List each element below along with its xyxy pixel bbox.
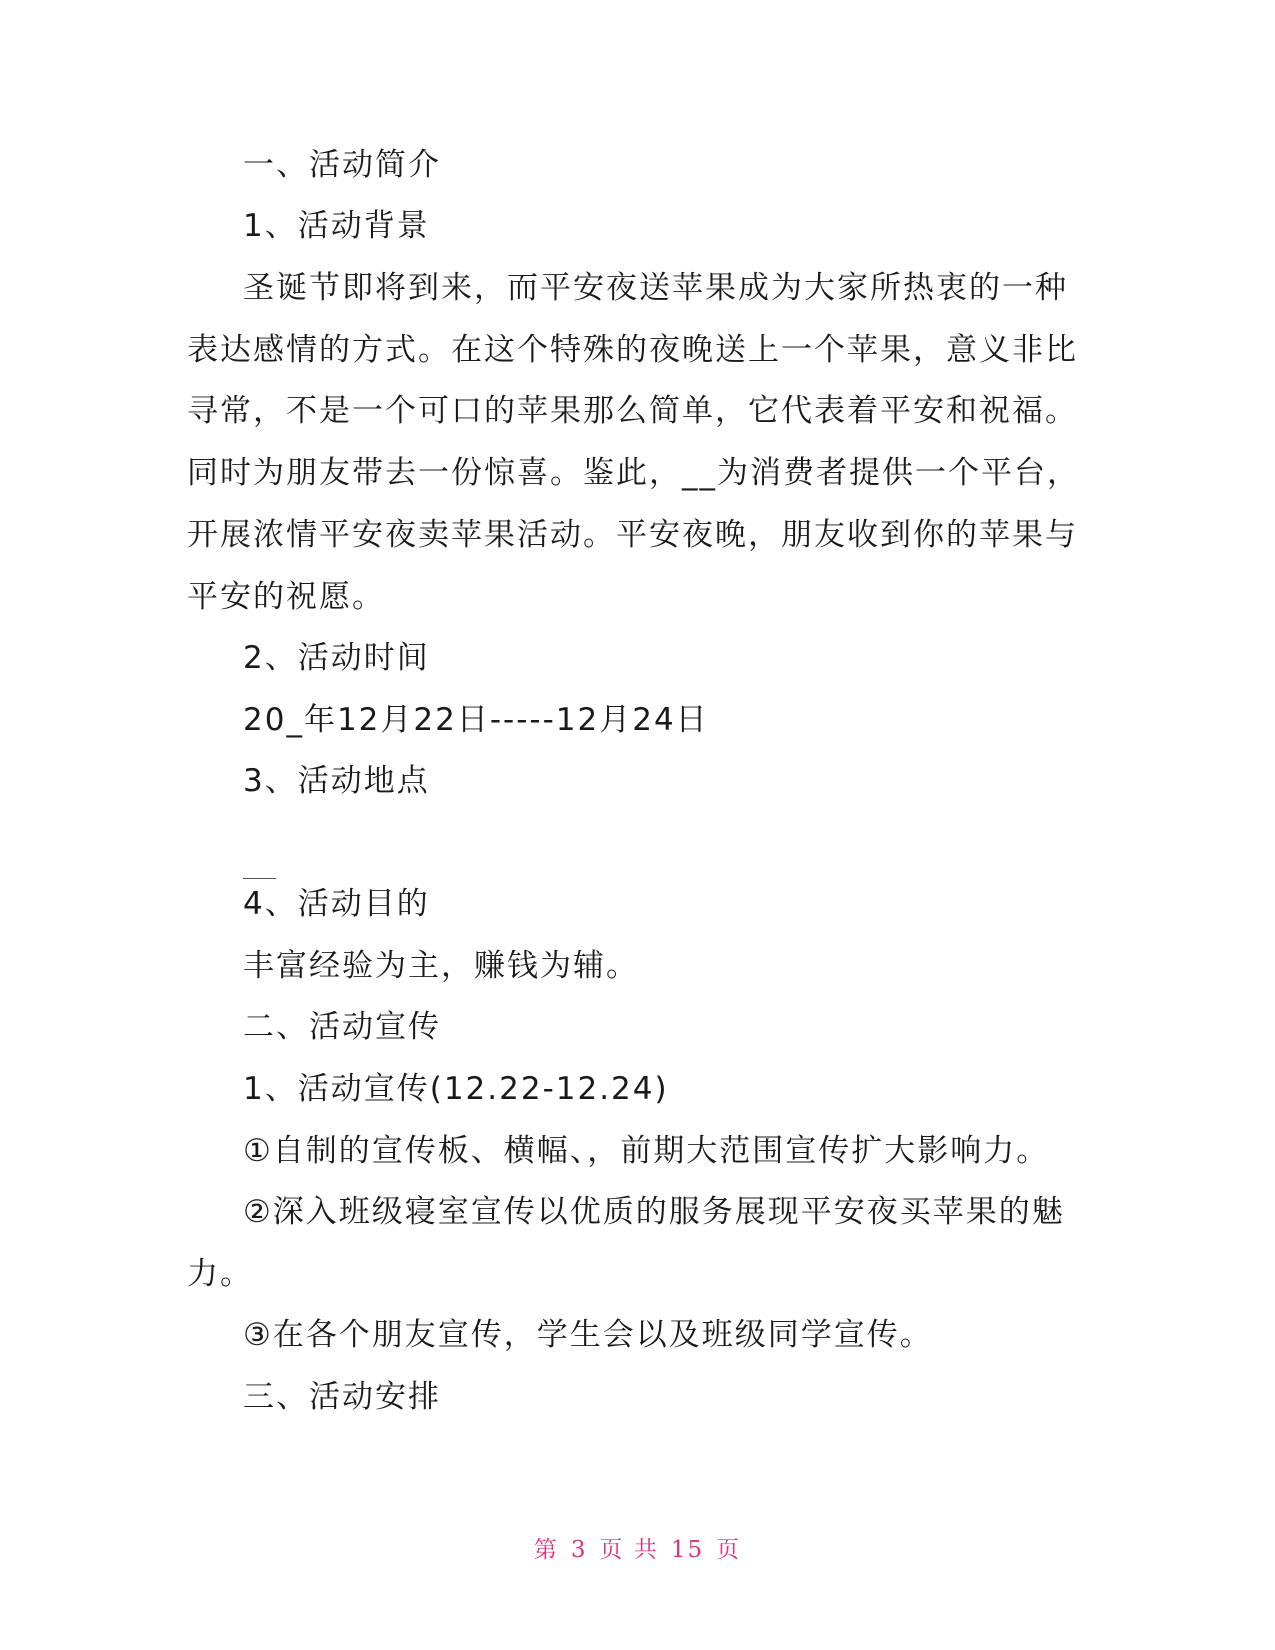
subheading-time: 2、活动时间 <box>243 640 430 676</box>
list-item: ③在各个朋友宣传，学生会以及班级同学宣传。 <box>243 1317 933 1353</box>
section-heading-intro: 一、活动简介 <box>243 147 441 183</box>
page-number-footer <box>0 1535 1275 1565</box>
subheading-background: 1、活动背景 <box>243 208 430 244</box>
footer-suffix: 页 <box>716 1537 742 1563</box>
list-item-continuation: 力。 <box>187 1256 253 1292</box>
paragraph-line: 开展浓情平安夜卖苹果活动。平安夜晚，朋友收到你的苹果与 <box>187 517 1078 553</box>
current-page-number: 3 <box>570 1537 588 1563</box>
paragraph-line: 圣诞节即将到来，而平安夜送苹果成为大家所热衷的一种 <box>243 270 1068 306</box>
list-item: ②深入班级寝室宣传以优质的服务展现平安夜买苹果的魅 <box>243 1194 1065 1230</box>
subheading-purpose: 4、活动目的 <box>243 886 430 922</box>
purpose-text: 丰富经验为主，赚钱为辅。 <box>243 948 639 984</box>
paragraph-line: 表达感情的方式。在这个特殊的夜晚送上一个苹果，意义非比 <box>187 332 1078 368</box>
paragraph-line: 寻常，不是一个可口的苹果那么简单，它代表着平安和祝福。 <box>187 393 1078 429</box>
section-heading-promotion: 二、活动宣传 <box>243 1009 441 1045</box>
section-heading-arrangement: 三、活动安排 <box>243 1379 441 1415</box>
list-item: ①自制的宣传板、横幅、，前期大范围宣传扩大影响力。 <box>243 1133 1050 1169</box>
paragraph-line: 同时为朋友带去一份惊喜。鉴此，__为消费者提供一个平台， <box>187 455 1080 491</box>
paragraph-line: 平安的祝愿。 <box>187 579 385 615</box>
footer-prefix: 第 <box>533 1537 559 1563</box>
subheading-promotion: 1、活动宣传(12.22-12.24) <box>243 1071 669 1107</box>
time-value: 20_年12月22日-----12月24日 <box>243 702 709 738</box>
total-pages-number: 15 <box>670 1537 705 1563</box>
location-blank <box>243 878 276 879</box>
footer-middle: 页 共 <box>599 1537 659 1563</box>
subheading-location: 3、活动地点 <box>243 763 430 799</box>
